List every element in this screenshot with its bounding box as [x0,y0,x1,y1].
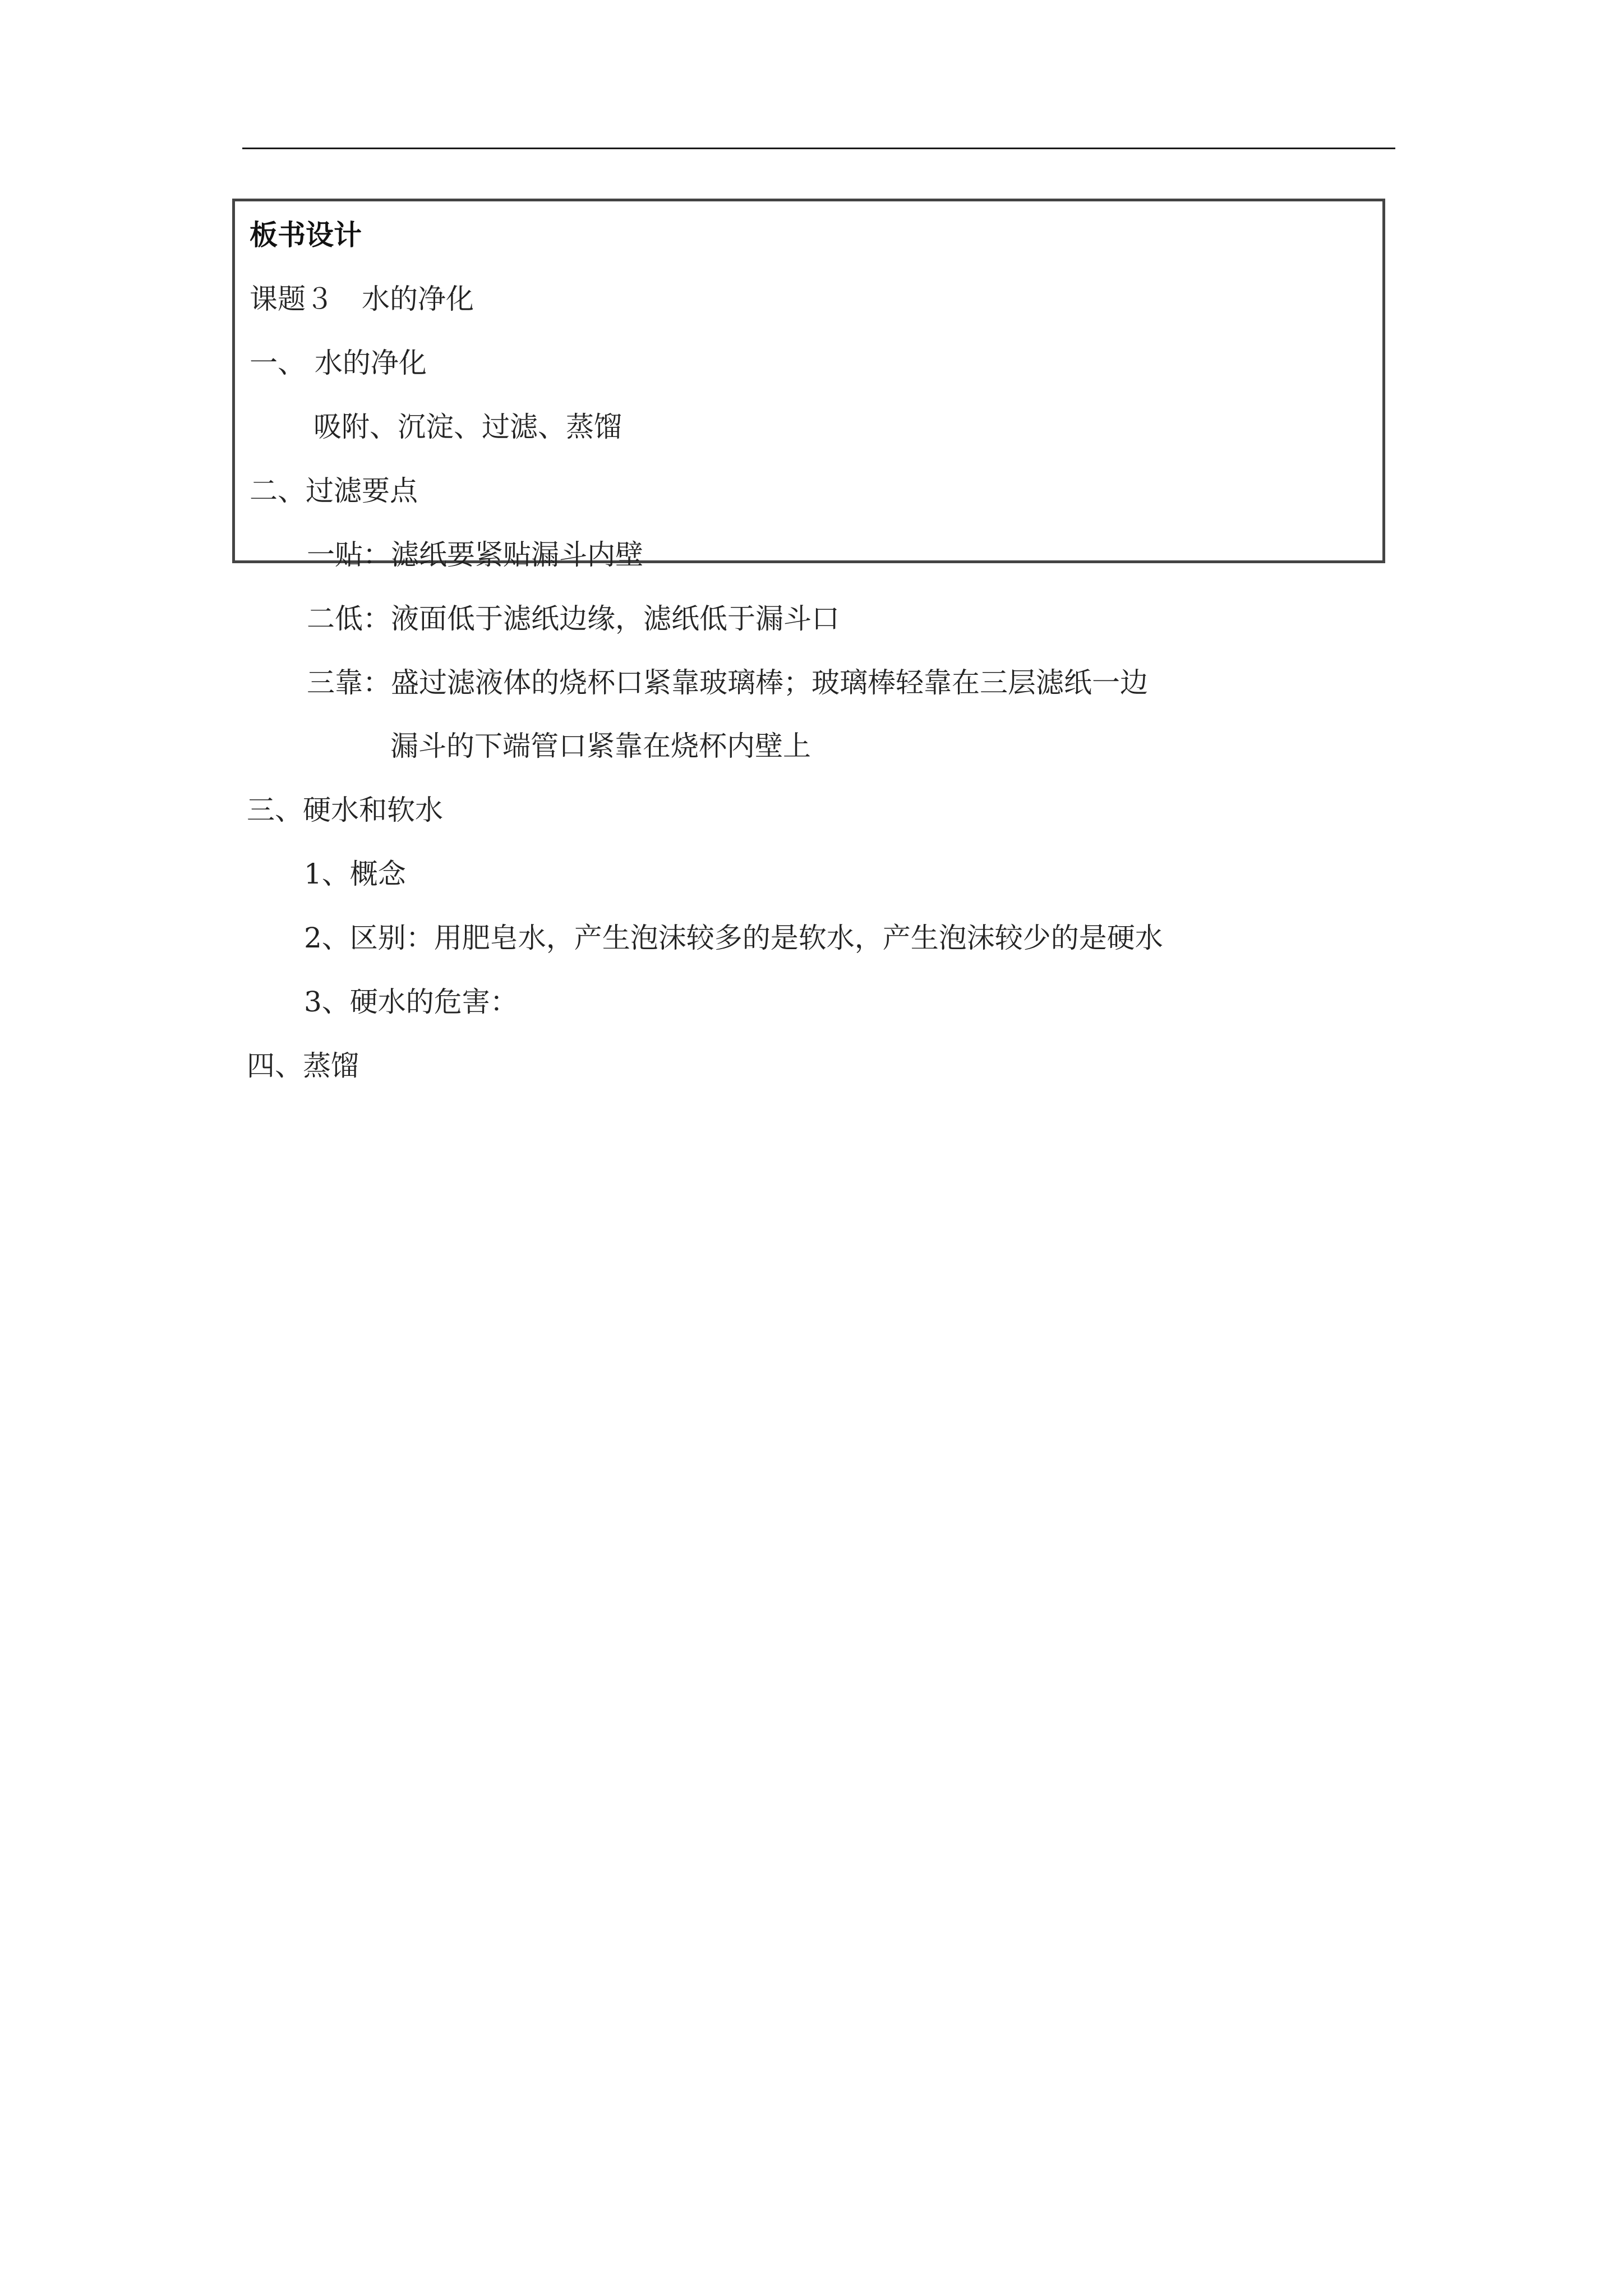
filtration-two-low: 二低：液面低于滤纸边缘，滤纸低于漏斗口 [307,602,840,635]
board-design-box [232,199,1385,699]
section-distillation: 四、蒸馏 [247,1050,359,1082]
header-rule [242,148,1395,149]
hard-water-concept: 1、概念 [304,858,406,890]
section-filtration-points: 二、过滤要点 [250,475,418,507]
filtration-three-lean-continued: 漏斗的下端管口紧靠在烧杯内壁上 [390,730,811,762]
board-heading: 板书设计 [250,218,362,251]
filtration-one-stick: 一贴：滤纸要紧贴漏斗内壁 [307,539,643,571]
purification-methods: 吸附、沉淀、过滤、蒸馏 [313,411,622,443]
filtration-three-lean: 三靠：盛过滤液体的烧杯口紧靠玻璃棒；玻璃棒轻靠在三层滤纸一边 [307,666,1148,699]
section-hard-soft-water: 三、硬水和软水 [247,794,443,826]
hard-water-harm: 3、硬水的危害： [304,986,518,1018]
section-water-purification: 一、 水的净化 [250,347,427,379]
lesson-title: 课题３ 水的净化 [250,283,474,315]
hard-water-distinction: 2、区别：用肥皂水，产生泡沫较多的是软水，产生泡沫较少的是硬水 [304,922,1163,954]
